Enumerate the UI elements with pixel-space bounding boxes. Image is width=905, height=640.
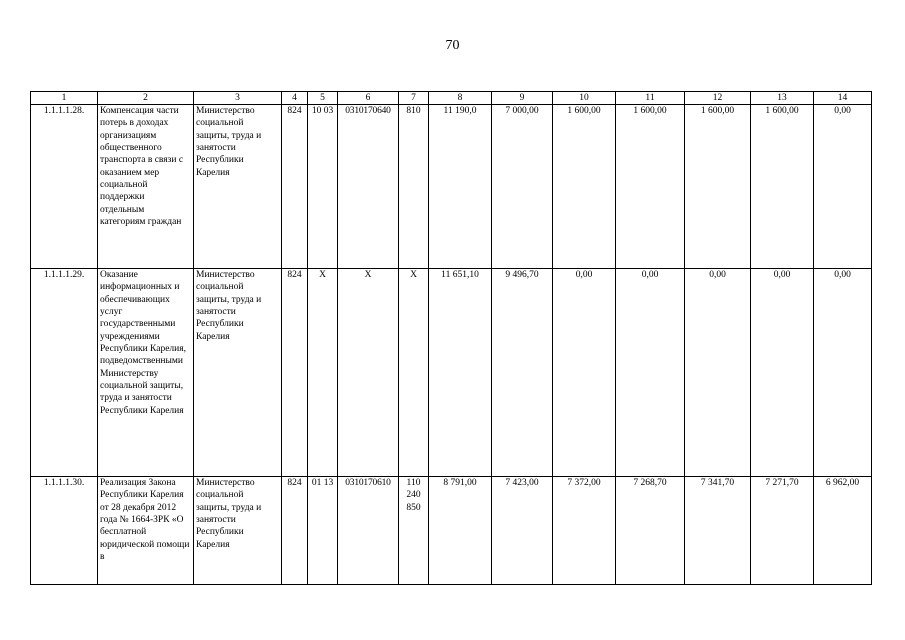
row-value-13: 1 600,00 bbox=[751, 105, 814, 269]
row-value-9: 7 000,00 bbox=[492, 105, 553, 269]
row-value-10: 0,00 bbox=[553, 269, 616, 477]
row-code: 1.1.1.1.30. bbox=[31, 477, 98, 585]
row-name: Реализация Закона Республики Карелия от 28 декабря 2012 года № 1664-ЗРК «О бесплатной юридической помощи в bbox=[98, 477, 194, 585]
row-csr: 0310170640 bbox=[338, 105, 399, 269]
column-header: 11 bbox=[616, 92, 685, 105]
row-value-11: 1 600,00 bbox=[616, 105, 685, 269]
table-row bbox=[31, 269, 872, 477]
row-value-11: 7 268,70 bbox=[616, 477, 685, 585]
row-value-12: 1 600,00 bbox=[685, 105, 751, 269]
row-value-11: 0,00 bbox=[616, 269, 685, 477]
row-csr: 0310170610 bbox=[338, 477, 399, 585]
row-value-9: 7 423,00 bbox=[492, 477, 553, 585]
row-vr-code: Х bbox=[410, 270, 417, 280]
column-header: 14 bbox=[814, 92, 872, 105]
row-vr-code: 110 bbox=[406, 478, 421, 488]
row-value-9: 9 496,70 bbox=[492, 269, 553, 477]
row-value-14: 6 962,00 bbox=[814, 477, 872, 585]
row-vr bbox=[399, 269, 429, 477]
row-value-8: 11 651,10 bbox=[429, 269, 492, 477]
row-rzpr: 10 03 bbox=[308, 105, 338, 269]
row-vr-code: 240 bbox=[406, 490, 421, 501]
page-number: 70 bbox=[445, 38, 460, 53]
row-value-8: 11 190,0 bbox=[429, 105, 492, 269]
budget-table bbox=[30, 91, 872, 585]
column-header: 5 bbox=[308, 92, 338, 105]
row-name: Компенсация части потерь в доходах организациям общественного транспорта в связи с оказанием мер социальной поддержки отдельным категориям граждан bbox=[98, 105, 194, 269]
row-value-13: 0,00 bbox=[751, 269, 814, 477]
row-value-14: 0,00 bbox=[814, 269, 872, 477]
column-header: 6 bbox=[338, 92, 399, 105]
table-row bbox=[31, 477, 872, 585]
column-header: 2 bbox=[98, 92, 194, 105]
column-number-row bbox=[31, 92, 872, 105]
column-header: 13 bbox=[751, 92, 814, 105]
row-value-12: 0,00 bbox=[685, 269, 751, 477]
column-header: 9 bbox=[492, 92, 553, 105]
row-rzpr: 01 13 bbox=[308, 477, 338, 585]
row-name: Оказание информационных и обеспечивающих услуг государственными учреждениями Республики Карелия, подведомственными Министерству социальной защиты, труда и занятости Республики Карелия bbox=[98, 269, 194, 477]
row-value-10: 1 600,00 bbox=[553, 105, 616, 269]
column-header: 3 bbox=[194, 92, 282, 105]
row-grbs: 824 bbox=[282, 269, 308, 477]
row-code: 1.1.1.1.28. bbox=[31, 105, 98, 269]
row-csr: Х bbox=[338, 269, 399, 477]
row-executor: Министерство социальной защиты, труда и занятости Республики Карелия bbox=[194, 269, 282, 477]
row-value-8: 8 791,00 bbox=[429, 477, 492, 585]
row-executor: Министерство социальной защиты, труда и занятости Республики Карелия bbox=[194, 105, 282, 269]
column-header: 12 bbox=[685, 92, 751, 105]
row-grbs: 824 bbox=[282, 477, 308, 585]
row-grbs: 824 bbox=[282, 105, 308, 269]
column-header: 8 bbox=[429, 92, 492, 105]
column-header: 7 bbox=[399, 92, 429, 105]
row-vr-code: 850 bbox=[406, 502, 421, 513]
row-executor: Министерство социальной защиты, труда и занятости Республики Карелия bbox=[194, 477, 282, 585]
column-header: 4 bbox=[282, 92, 308, 105]
row-vr bbox=[399, 477, 429, 585]
row-value-14: 0,00 bbox=[814, 105, 872, 269]
column-header: 1 bbox=[31, 92, 98, 105]
row-value-10: 7 372,00 bbox=[553, 477, 616, 585]
column-header: 10 bbox=[553, 92, 616, 105]
row-vr bbox=[399, 105, 429, 269]
row-value-12: 7 341,70 bbox=[685, 477, 751, 585]
row-code: 1.1.1.1.29. bbox=[31, 269, 98, 477]
table-row bbox=[31, 105, 872, 269]
row-value-13: 7 271,70 bbox=[751, 477, 814, 585]
row-rzpr: Х bbox=[308, 269, 338, 477]
row-vr-code: 810 bbox=[406, 106, 421, 116]
